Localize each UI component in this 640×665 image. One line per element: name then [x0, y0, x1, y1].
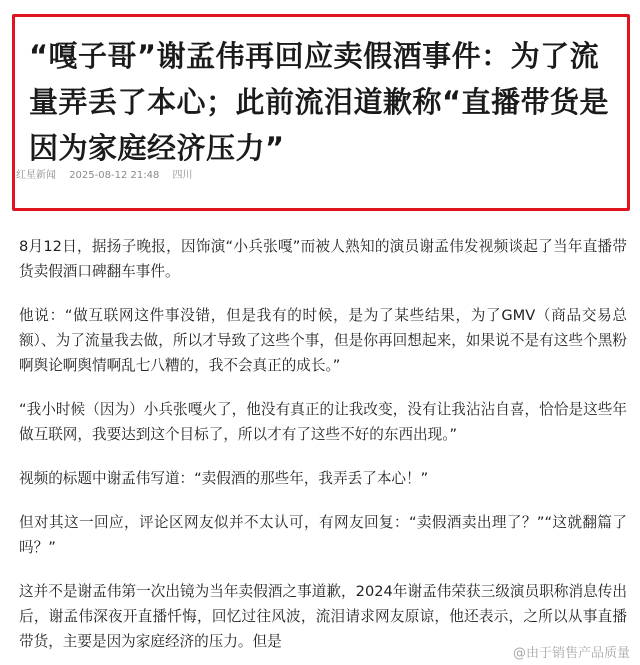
paragraph: 但对其这一回应，评论区网友似并不太认可，有网友回复：“卖假酒卖出理了？”“这就翻篇了吗？” [19, 514, 627, 556]
paragraph: 这并不是谢孟伟第一次出镜为当年卖假酒之事道歉，2024年谢孟伟荣获三级演员职称消息传出后，谢孟伟深夜开直播忏悔，回忆过往风波，流泪请求网友原谅，他还表示，之所以从事直播带货，主要是因为家庭经济的压力。但是 [19, 583, 627, 650]
article-meta [16, 166, 203, 181]
article-body [19, 234, 627, 665]
publish-datetime: 2025-08-12 21:48 [69, 170, 160, 181]
paragraph: 视频的标题中谢孟伟写道：“卖假酒的那些年，我弄丢了本心！” [19, 470, 429, 487]
paragraph: 他说：“做互联网这件事没错，但是我有的时候，是为了某些结果，为了GMV（商品交易总额）、为了流量我去做，所以才导致了这些个事，但是你再回想起来，如果说不是有这些个黑粉啊舆论啊舆情啊乱七八糟的，我不会真正的成长。” [19, 307, 627, 374]
article-header-box [12, 14, 630, 211]
publish-location: 四川 [172, 170, 193, 181]
paragraph: 8月12日，据扬子晚报，因饰演“小兵张嘎”而被人熟知的演员谢孟伟发视频谈起了当年直播带货卖假酒口碑翻车事件。 [19, 238, 627, 280]
source-name[interactable]: 红星新闻 [16, 170, 56, 181]
watermark: @由于销售产品质量 [511, 642, 632, 661]
paragraph: “我小时候（因为）小兵张嘎火了，他没有真正的让我改变，没有让我沾沾自喜，恰恰是这些年做互联网，我要达到这个目标了，所以才有了这些不好的东西出现。” [19, 401, 627, 443]
article-title: “嘎子哥”谢孟伟再回应卖假酒事件：为了流量弄丢了本心；此前流泪道歉称“直播带货是因为家庭经济压力” [29, 39, 610, 165]
